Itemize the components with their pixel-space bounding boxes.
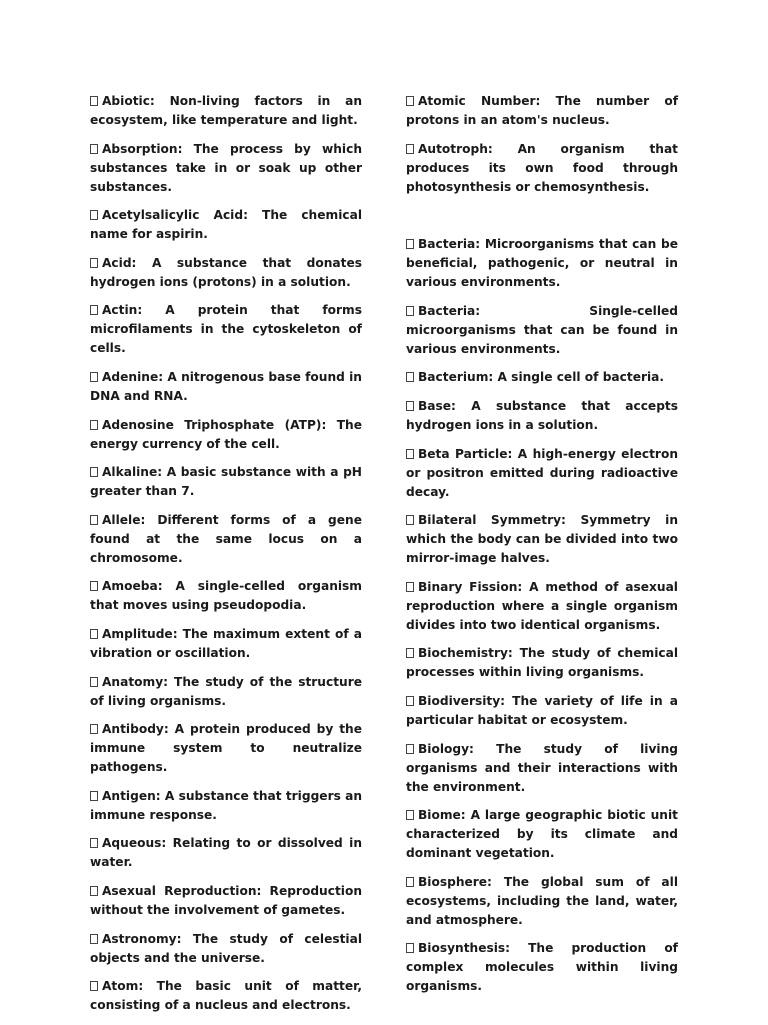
entry-text: Autotroph: An organism that produces its own food through photosynthesis or chemosynthesis.: [406, 141, 678, 194]
glossary-entry: [90, 92, 362, 130]
entry-text: Bacteria: Single-celled microorganisms that can be found in various environments.: [406, 303, 678, 356]
bullet-icon: [90, 96, 98, 106]
glossary-entry: [90, 977, 362, 1015]
glossary-entry: [90, 416, 362, 454]
bullet-icon: [406, 696, 414, 706]
bullet-icon: [406, 648, 414, 658]
bullet-icon: [406, 306, 414, 316]
entry-text: Bilateral Symmetry: Symmetry in which the body can be divided into two mirror-image halves.: [406, 513, 678, 566]
entry-text: Adenosine Triphosphate (ATP): The energy currency of the cell.: [90, 417, 362, 451]
bullet-icon: [406, 810, 414, 820]
glossary-entry: [90, 511, 362, 568]
entry-text: Atom: The basic unit of matter, consisting of a nucleus and electrons.: [90, 979, 362, 1013]
glossary-entry: [406, 397, 678, 435]
bullet-icon: [406, 582, 414, 592]
glossary-entry: [90, 206, 362, 244]
bullet-icon: [90, 144, 98, 154]
glossary-entry: [406, 578, 678, 635]
entry-text: Asexual Reproduction: Reproduction without the involvement of gametes.: [90, 883, 362, 917]
entry-text: Bacterium: A single cell of bacteria.: [418, 370, 665, 385]
entry-text: Biome: A large geographic biotic unit characterized by its climate and dominant vegetation.: [406, 808, 678, 861]
bullet-icon: [90, 934, 98, 944]
glossary-entry: [406, 873, 678, 930]
bullet-icon: [90, 791, 98, 801]
entry-text: Binary Fission: A method of asexual reproduction where a single organism divides into two identical organisms.: [406, 579, 678, 632]
bullet-icon: [90, 981, 98, 991]
entry-text: Beta Particle: A high-energy electron or positron emitted during radioactive decay.: [406, 446, 678, 499]
bullet-icon: [90, 838, 98, 848]
bullet-icon: [406, 515, 414, 525]
glossary-entry: [406, 939, 678, 996]
entry-text: Absorption: The process by which substances take in or soak up other substances.: [90, 141, 362, 194]
glossary-entry: [90, 834, 362, 872]
glossary-entry: [90, 463, 362, 501]
glossary-entry: [90, 930, 362, 968]
entry-text: Bacteria: Microorganisms that can be beneficial, pathogenic, or neutral in various environments.: [406, 237, 678, 290]
glossary-entry: [406, 92, 678, 130]
bullet-icon: [406, 744, 414, 754]
entry-text: Biosphere: The global sum of all ecosystems, including the land, water, and atmosphere.: [406, 874, 678, 927]
bullet-icon: [90, 420, 98, 430]
glossary-entry: [406, 368, 678, 387]
left-column: [90, 92, 362, 1025]
entry-text: Biodiversity: The variety of life in a particular habitat or ecosystem.: [406, 693, 678, 727]
bullet-icon: [90, 677, 98, 687]
entry-text: Biochemistry: The study of chemical processes within living organisms.: [406, 646, 678, 680]
glossary-entry: [90, 673, 362, 711]
bullet-icon: [406, 144, 414, 154]
entry-text: Acid: A substance that donates hydrogen ions (protons) in a solution.: [90, 255, 362, 289]
glossary-entry: [406, 806, 678, 863]
entry-text: Atomic Number: The number of protons in an atom's nucleus.: [406, 94, 678, 127]
entry-text: Base: A substance that accepts hydrogen ions in a solution.: [406, 398, 678, 432]
bullet-icon: [90, 372, 98, 382]
glossary-entry: [406, 302, 678, 359]
bullet-icon: [90, 581, 98, 591]
entry-text: Allele: Different forms of a gene found at the same locus on a chromosome.: [90, 512, 362, 565]
glossary-entry: [406, 445, 678, 502]
glossary-entry: [406, 644, 678, 682]
glossary-entry: [90, 140, 362, 197]
entry-text: Antigen: A substance that triggers an immune response.: [90, 788, 362, 822]
entry-text: Aqueous: Relating to or dissolved in water.: [90, 836, 362, 870]
entry-text: Acetylsalicylic Acid: The chemical name for aspirin.: [90, 208, 362, 242]
bullet-icon: [406, 372, 414, 382]
entry-text: Alkaline: A basic substance with a pH greater than 7.: [90, 465, 362, 499]
entry-text: Adenine: A nitrogenous base found in DNA and RNA.: [90, 369, 362, 403]
bullet-icon: [90, 515, 98, 525]
bullet-icon: [90, 886, 98, 896]
entry-text: Amoeba: A single-celled organism that moves using pseudopodia.: [90, 579, 362, 613]
entry-text: Biosynthesis: The production of complex molecules within living organisms.: [406, 941, 678, 994]
glossary-entry: [406, 740, 678, 797]
glossary-entry: [406, 140, 678, 197]
glossary-entry: [90, 787, 362, 825]
bullet-icon: [406, 449, 414, 459]
entry-text: Biology: The study of living organisms and their interactions with the environment.: [406, 741, 678, 794]
bullet-icon: [90, 467, 98, 477]
bullet-icon: [90, 629, 98, 639]
bullet-icon: [406, 239, 414, 249]
bullet-icon: [90, 724, 98, 734]
glossary-entry: [90, 720, 362, 777]
bullet-icon: [90, 210, 98, 220]
glossary-entry: [406, 511, 678, 568]
entry-text: Anatomy: The study of the structure of living organisms.: [90, 674, 362, 708]
entry-text: Astronomy: The study of celestial objects and the universe.: [90, 931, 362, 965]
glossary-entry: [90, 625, 362, 663]
bullet-icon: [406, 877, 414, 887]
glossary-entry: [90, 882, 362, 920]
glossary-entry: [90, 577, 362, 615]
bullet-icon: [406, 943, 414, 953]
right-column: [406, 92, 678, 1006]
bullet-icon: [406, 401, 414, 411]
bullet-icon: [90, 258, 98, 268]
glossary-entry: [90, 368, 362, 406]
glossary-entry: [406, 235, 678, 292]
glossary-entry: [90, 254, 362, 292]
bullet-icon: [406, 96, 414, 106]
entry-text: Actin: A protein that forms microfilaments in the cytoskeleton of cells.: [90, 303, 362, 356]
entry-text: Antibody: A protein produced by the immune system to neutralize pathogens.: [90, 722, 362, 775]
blank-gap: [406, 206, 678, 235]
bullet-icon: [90, 305, 98, 315]
glossary-entry: [90, 301, 362, 358]
glossary-entry: [406, 692, 678, 730]
entry-text: Abiotic: Non-living factors in an ecosystem, like temperature and light.: [90, 94, 362, 127]
entry-text: Amplitude: The maximum extent of a vibration or oscillation.: [90, 626, 362, 660]
